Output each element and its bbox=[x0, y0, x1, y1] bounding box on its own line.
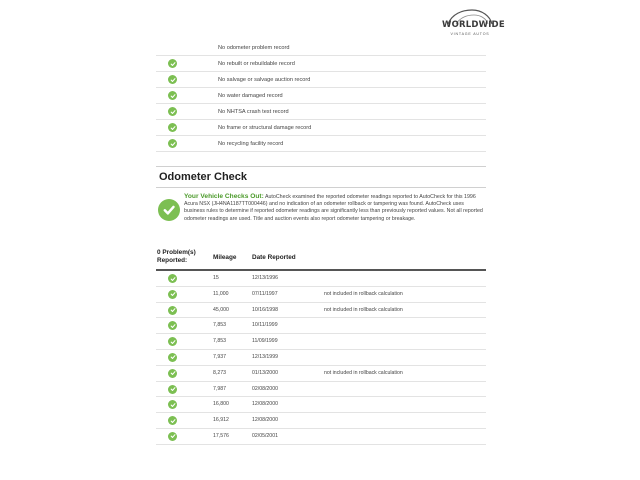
summary-body: AutoCheck examined the reported odometer readings reported to AutoCheck for this 1996 Acura NSX (JH4NA1187TT000446) and no indication of an odometer rollback or tampering was found. AutoCheck uses business rules to determine if reported odometer readings are significantly less than previously reported values. Not all reported odometer readings are used. Title and auction events also report odometer tampering or breakage. bbox=[184, 194, 483, 222]
date-cell: 01/13/2000 bbox=[252, 369, 278, 376]
record-status-cell bbox=[156, 75, 218, 84]
odometer-row bbox=[156, 366, 486, 382]
record-row bbox=[156, 72, 486, 88]
record-status-cell bbox=[156, 91, 218, 100]
date-cell: 12/08/2000 bbox=[252, 417, 278, 424]
odometer-row bbox=[156, 413, 486, 429]
date-cell: 11/09/1999 bbox=[252, 338, 278, 345]
check-circle-icon bbox=[158, 199, 180, 221]
check-circle-icon bbox=[168, 139, 177, 148]
odometer-row bbox=[156, 350, 486, 366]
col-date-reported: Date Reported bbox=[252, 254, 296, 261]
check-circle-icon bbox=[168, 432, 177, 441]
check-circle-icon bbox=[168, 416, 177, 425]
date-cell: 12/13/1999 bbox=[252, 353, 278, 360]
record-text: No salvage or salvage auction record bbox=[218, 76, 311, 83]
record-row bbox=[156, 136, 486, 152]
odometer-row bbox=[156, 287, 486, 303]
record-text: No NHTSA crash test record bbox=[218, 108, 289, 115]
check-circle-icon bbox=[168, 274, 177, 283]
record-status-cell bbox=[156, 59, 218, 68]
odometer-row bbox=[156, 382, 486, 398]
odometer-row bbox=[156, 397, 486, 413]
logo-wordmark: WORLDWIDE bbox=[442, 20, 505, 30]
record-text: No odometer problem record bbox=[218, 44, 290, 51]
mileage-cell: 45,000 bbox=[213, 306, 229, 313]
col-problems-reported: 0 Problem(s) Reported: bbox=[157, 249, 196, 264]
section-divider bbox=[156, 166, 486, 167]
record-row bbox=[156, 104, 486, 120]
odometer-row bbox=[156, 318, 486, 334]
odometer-summary bbox=[184, 193, 484, 223]
date-cell: 12/08/2000 bbox=[252, 401, 278, 408]
mileage-cell: 16,800 bbox=[213, 401, 229, 408]
date-cell: 10/11/1999 bbox=[252, 322, 278, 329]
record-checklist bbox=[156, 40, 486, 152]
col-mileage: Mileage bbox=[213, 254, 237, 261]
record-row bbox=[156, 120, 486, 136]
odometer-table bbox=[156, 271, 486, 445]
odometer-row bbox=[156, 429, 486, 445]
record-row bbox=[156, 88, 486, 104]
mileage-cell: 17,576 bbox=[213, 432, 229, 439]
record-text: No recycling facility record bbox=[218, 140, 284, 147]
logo-tagline: VINTAGE AUTOS bbox=[450, 32, 490, 36]
check-circle-icon bbox=[168, 353, 177, 362]
check-circle-icon bbox=[168, 75, 177, 84]
check-circle-icon bbox=[168, 337, 177, 346]
record-text: No frame or structural damage record bbox=[218, 124, 312, 131]
note-cell: not included in rollback calculation bbox=[324, 306, 403, 313]
date-cell: 02/05/2001 bbox=[252, 432, 278, 439]
check-circle-icon bbox=[168, 385, 177, 394]
mileage-cell: 8,273 bbox=[213, 369, 226, 376]
date-cell: 10/16/1998 bbox=[252, 306, 278, 313]
check-circle-icon bbox=[168, 306, 177, 315]
date-cell: 02/08/2000 bbox=[252, 385, 278, 392]
mileage-cell: 16,912 bbox=[213, 417, 229, 424]
mileage-cell: 15 bbox=[213, 275, 219, 281]
date-cell: 12/13/1996 bbox=[252, 275, 278, 281]
check-circle-icon bbox=[168, 400, 177, 409]
date-cell: 07/11/1997 bbox=[252, 290, 278, 297]
section-divider bbox=[156, 187, 486, 188]
note-cell: not included in rollback calculation bbox=[324, 290, 403, 297]
section-title: Odometer Check bbox=[159, 171, 248, 183]
odometer-row bbox=[156, 334, 486, 350]
record-text: No rebuilt or rebuildable record bbox=[218, 60, 295, 67]
check-circle-icon bbox=[168, 59, 177, 68]
mileage-cell: 7,853 bbox=[213, 338, 226, 345]
record-text: No water damaged record bbox=[218, 92, 283, 99]
record-row bbox=[156, 56, 486, 72]
check-circle-icon bbox=[168, 290, 177, 299]
mileage-cell: 11,000 bbox=[213, 290, 229, 297]
check-circle-icon bbox=[168, 123, 177, 132]
check-circle-icon bbox=[168, 91, 177, 100]
mileage-cell: 7,987 bbox=[213, 385, 226, 392]
mileage-cell: 7,853 bbox=[213, 322, 226, 329]
odometer-table-header bbox=[156, 249, 486, 271]
record-status-cell bbox=[156, 139, 218, 148]
check-circle-icon bbox=[168, 369, 177, 378]
check-circle-icon bbox=[168, 107, 177, 116]
note-cell: not included in rollback calculation bbox=[324, 369, 403, 376]
record-status-cell bbox=[156, 107, 218, 116]
summary-headline: Your Vehicle Checks Out: bbox=[184, 193, 264, 200]
record-status-cell bbox=[156, 123, 218, 132]
odometer-row bbox=[156, 271, 486, 287]
record-table bbox=[156, 40, 486, 152]
record-row bbox=[156, 40, 486, 56]
odometer-row bbox=[156, 303, 486, 319]
check-circle-icon bbox=[168, 321, 177, 330]
mileage-cell: 7,937 bbox=[213, 353, 226, 360]
